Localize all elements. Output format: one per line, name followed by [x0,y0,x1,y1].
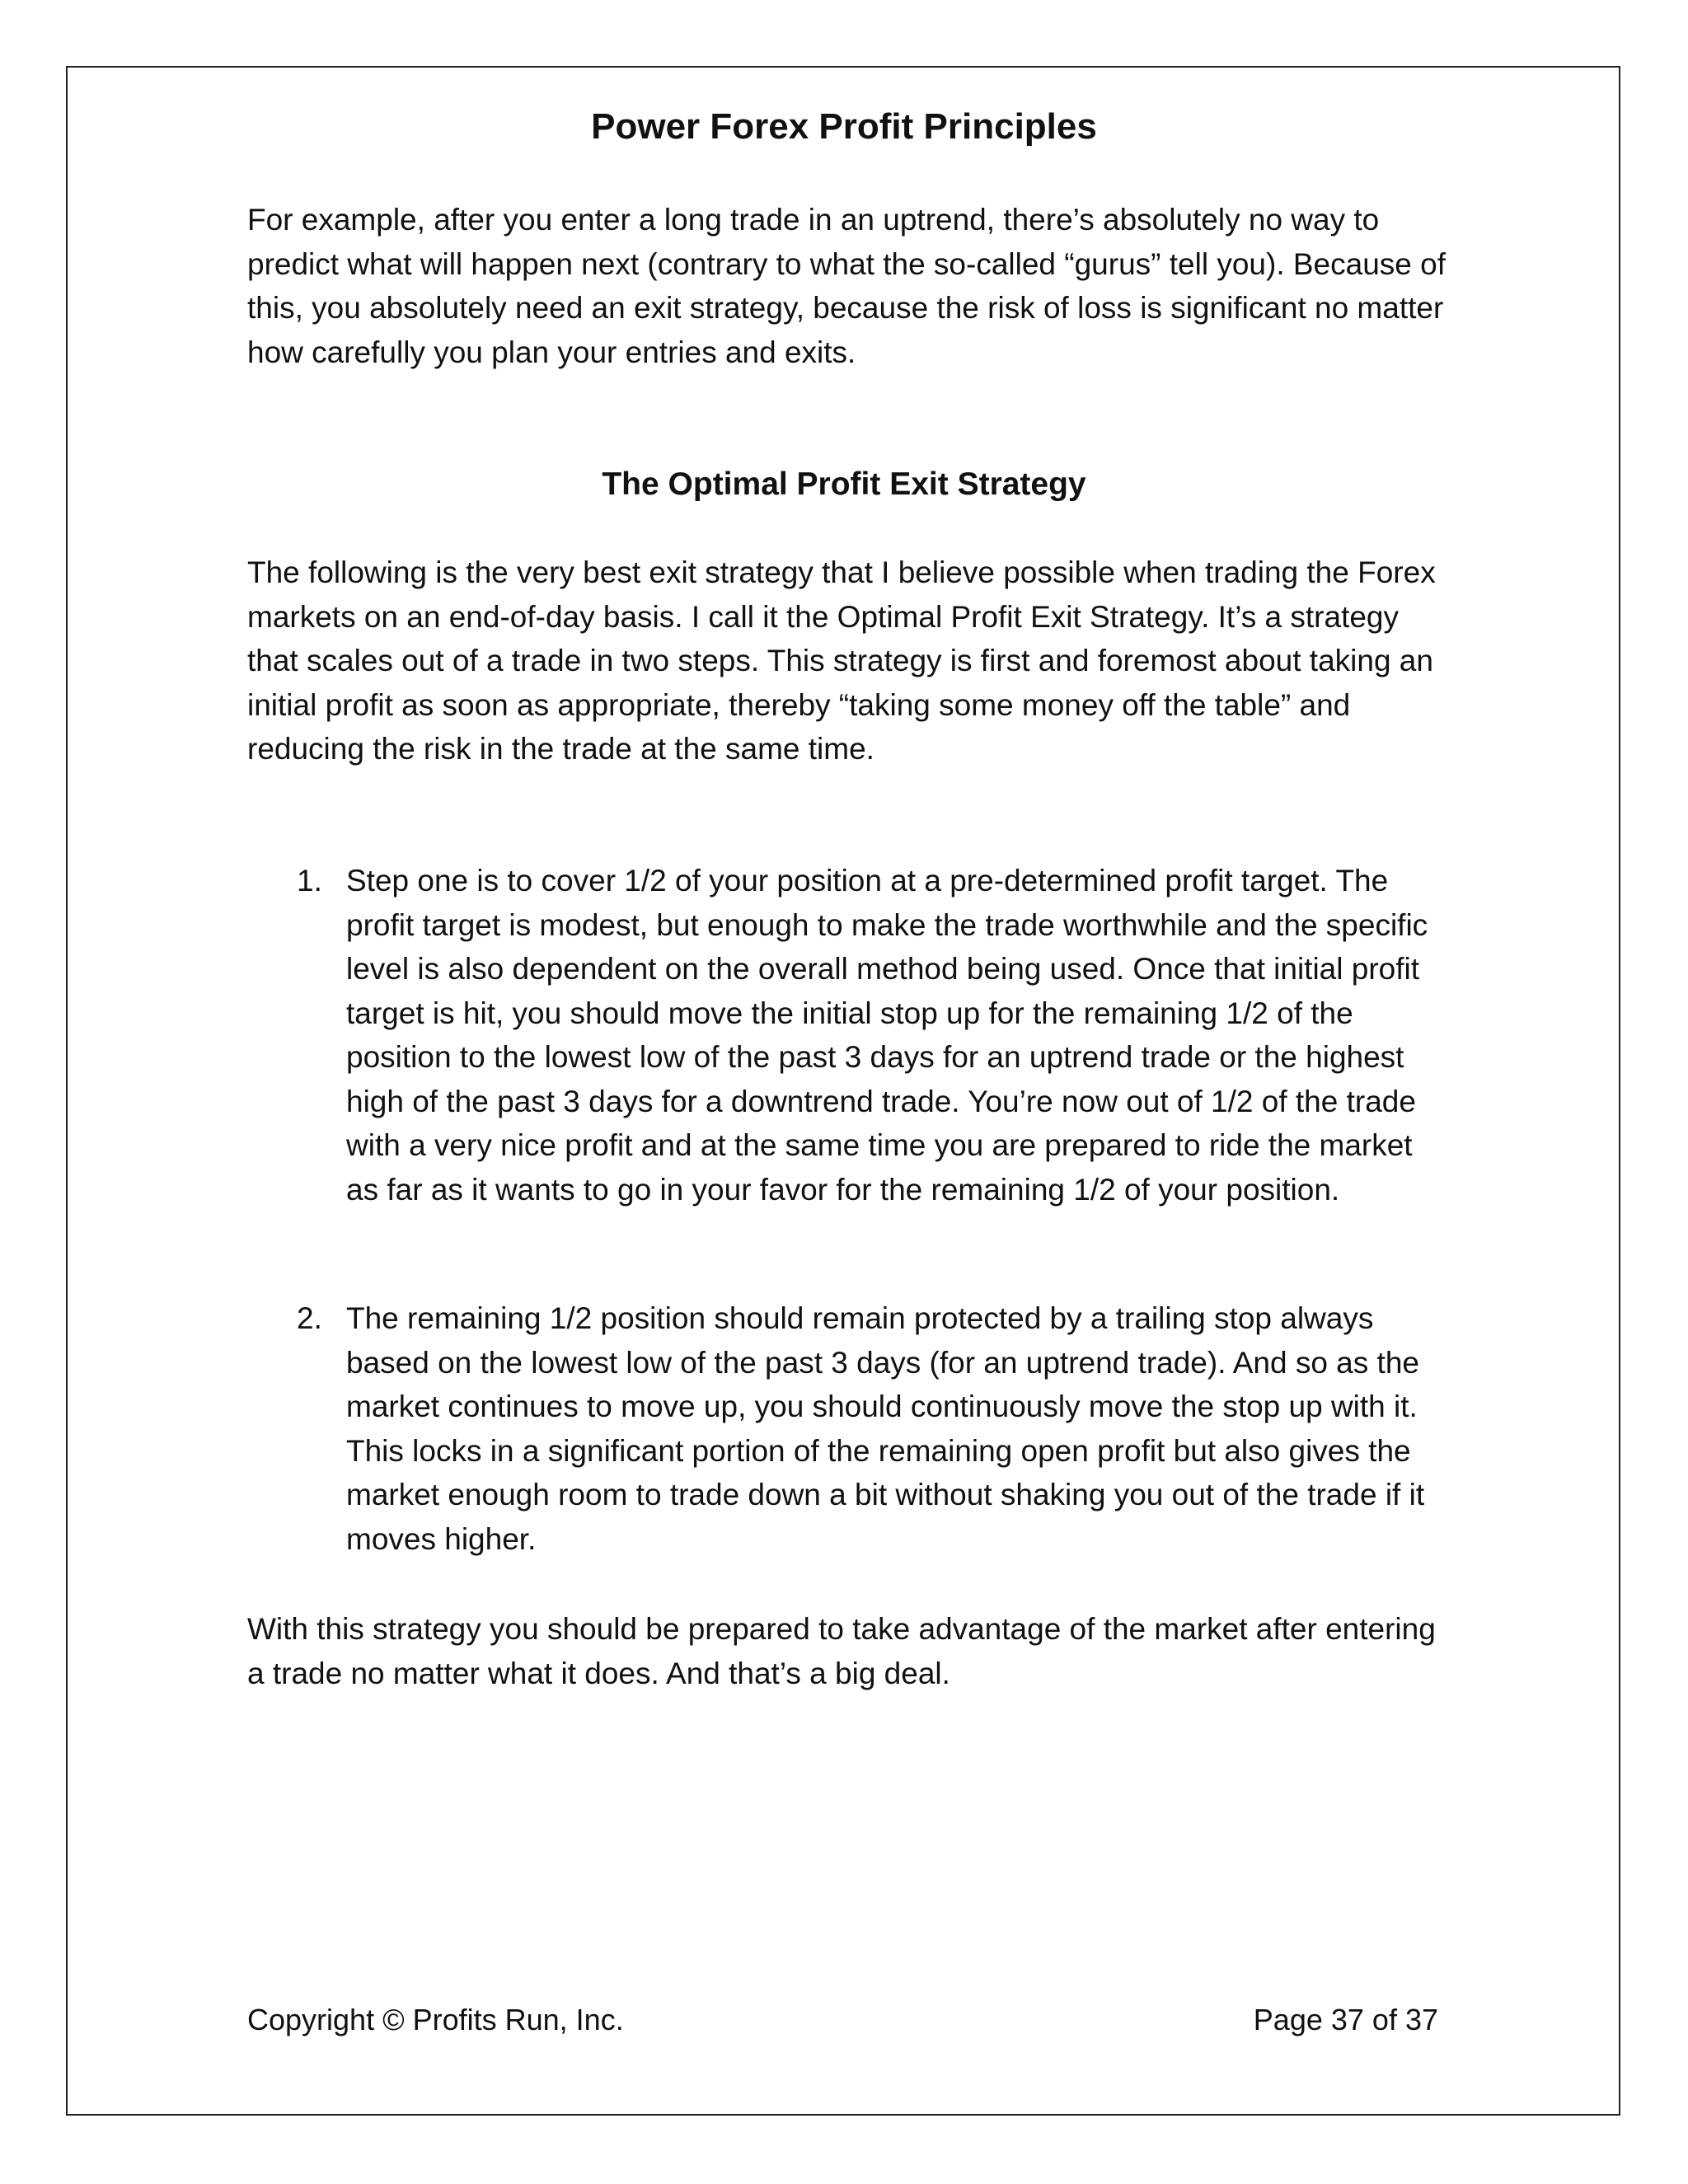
closing-paragraph: With this strategy you should be prepared to take advantage of the market after entering a trade no matter what it does. And that’s a big deal. [247,1612,1436,1690]
footer-page-number: Page 37 of 37 [1253,2003,1438,2036]
list-item-text: The remaining 1/2 position should remain protected by a trailing stop always based on the lowest low of the past 3 days (for an uptrend trade). And so as the market continues to move up, you should continuously move the stop up with it. This locks in a significant portion of the remaining open profit but also gives the market enough room to trade down a bit without shaking you out of the trade if it moves higher. [346,1301,1425,1556]
section-heading: The Optimal Profit Exit Strategy [602,466,1086,502]
list-item-text: Step one is to cover 1/2 of your position at a pre-determined profit target. The profit target is modest, but enough to make the trade worthwhile and the specific level is also dependent on the overall method being used. Once that initial profit target is hit, you should move the initial stop up for the remaining 1/2 of the position to the lowest low of the past 3 days for an uptrend trade or the highest high of the past 3 days for a downtrend trade. You’re now out of 1/2 of the trade with a very nice profit and at the same time you are prepared to ride the market as far as it wants to go in your favor for the remaining 1/2 of your position. [346,864,1428,1207]
section-paragraph: The following is the very best exit strategy that I believe possible when trading the Forex markets on an end-of-day basis. I call it the Optimal Profit Exit Strategy. It’s a strategy that scales out of a trade in two steps. This strategy is first and foremost about taking an initial profit as soon as appropriate, thereby “taking some money off the table” and reducing the risk in the trade at the same time. [247,555,1436,766]
document-title: Power Forex Profit Principles [591,106,1097,147]
list-item-number: 2. [297,1301,322,1335]
list-item-number: 1. [297,864,322,898]
intro-paragraph: For example, after you enter a long trade in an uptrend, there’s absolutely no way to predict what will happen next (contrary to what the so-called “gurus” tell you). Because of this, you absolutely need an exit strategy, because the risk of loss is significant no matter how carefully you plan your entries and exits. [247,203,1447,369]
footer-copyright: Copyright © Profits Run, Inc. [247,2003,624,2036]
